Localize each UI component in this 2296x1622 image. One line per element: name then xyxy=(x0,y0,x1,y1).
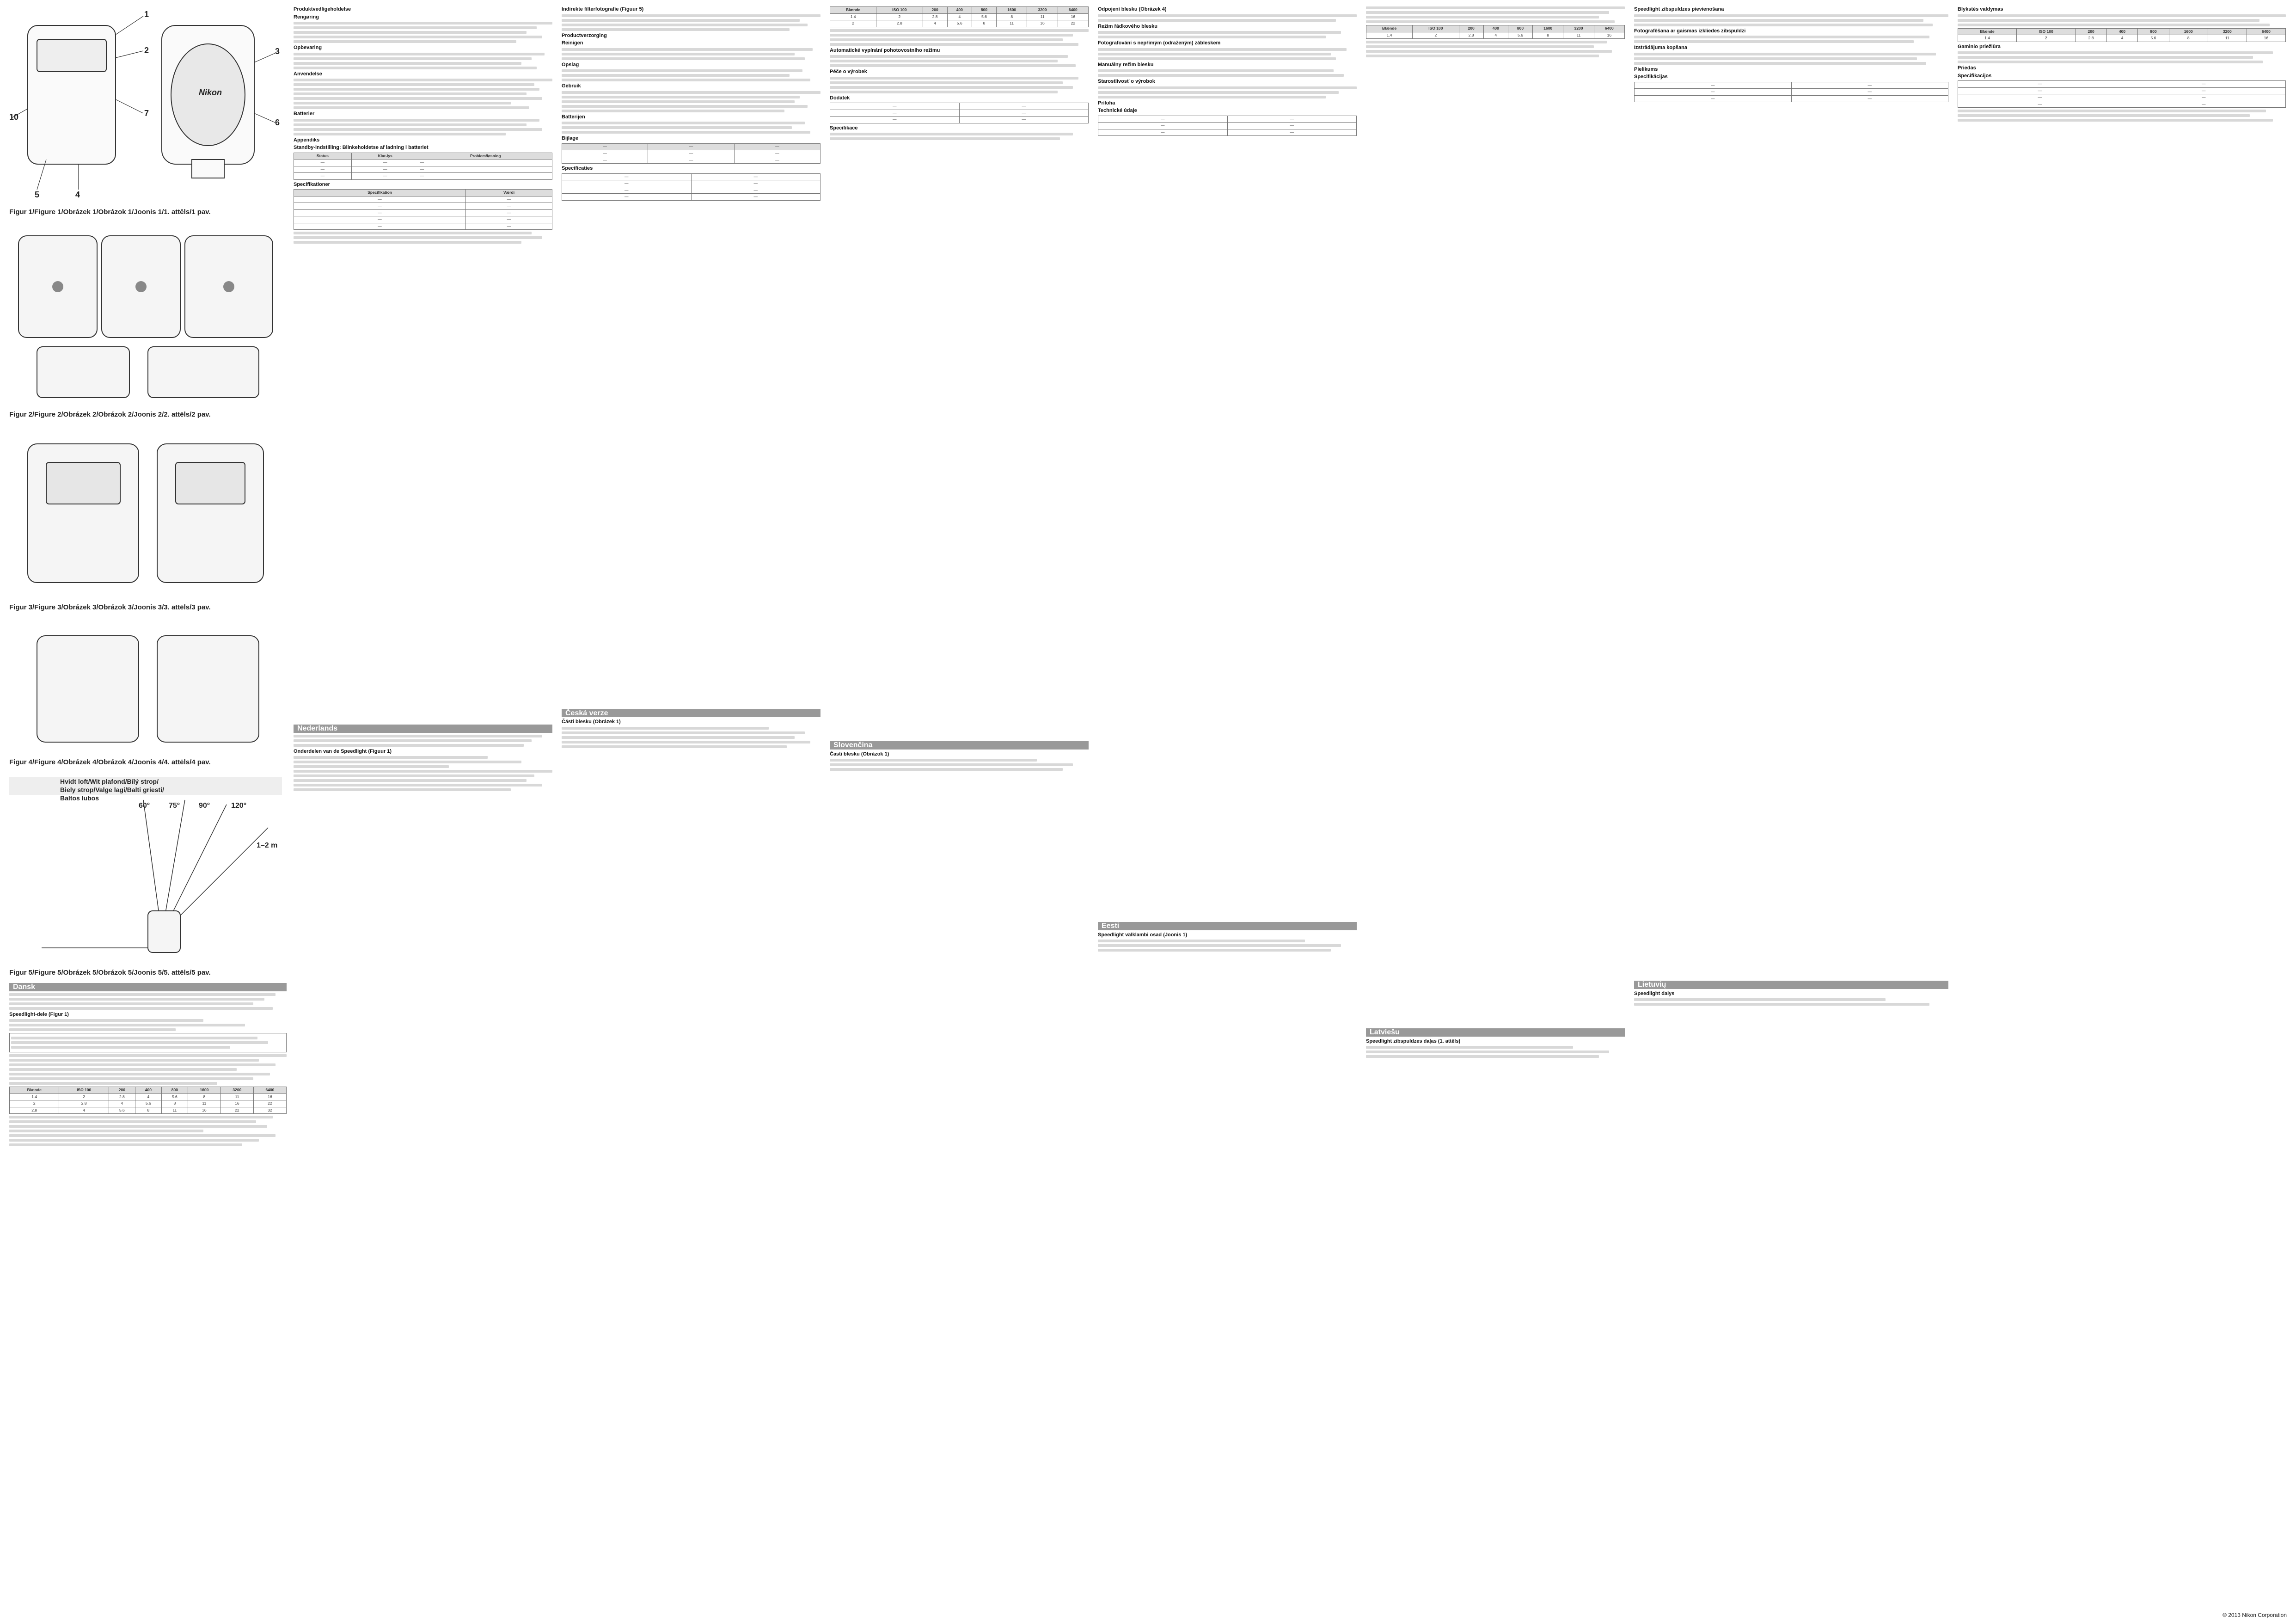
column-dansk xyxy=(9,980,287,1614)
lang-heading-dansk: Dansk xyxy=(9,983,287,991)
status-table-nl: — — — — — — — — — xyxy=(562,143,820,164)
spec-table-lv: — — — — — — xyxy=(1634,82,1948,103)
figure-4-caption: Figur 4/Figure 4/Obrázek 4/Obrázok 4/Joonis 4/4. attēls/4 pav. xyxy=(9,758,211,766)
figure-2-caption: Figur 2/Figure 2/Obrázek 2/Obrázok 2/Joonis 2/2. attēls/2 pav. xyxy=(9,411,211,418)
figure-5-caption: Figur 5/Figure 5/Obrázek 5/Obrázok 5/Joonis 5/5. attēls/5 pav. xyxy=(9,969,211,977)
guide-number-table-lt: Blænde ISO 100 200 400 800 1600 3200 6400 1.4 2 2.8 4 5.6 8 11 16 xyxy=(1958,28,2286,42)
angle-120: 120° xyxy=(231,802,247,810)
figure-2 xyxy=(9,222,282,407)
figure-1-caption: Figur 1/Figure 1/Obrázek 1/Obrázok 1/Joonis 1/1. attēls/1 pav. xyxy=(9,208,211,216)
distance-label: 1–2 m xyxy=(257,842,278,849)
guide-number-table-nl: Blænde ISO 100 200 400 800 1600 3200 6400 1.4 2 2.8 4 5.6 8 11 16 2 2.8 4 5.6 8 11 16 22 xyxy=(830,6,1089,27)
ceiling-note-line-2: Biely strop/Valge lagi/Balti griesti/ xyxy=(60,786,164,793)
column-2: Produktvedligeholdelse Rengøring Opbevaring Anvendelse Batterier Appendiks Standby-indstilling: Blinkeholdetse af ladning i batteriet Status Klar-lys Problem/løsning — — — — — — — — — Specifikationer Specifikation Værdi — — — — — — — — — — Nederlands Onderdelen van de Speedlight (Figuur 1) xyxy=(294,5,552,1618)
angle-60: 60° xyxy=(139,802,150,810)
nikon-logo-text: Nikon xyxy=(199,88,222,97)
lang-heading-latviesu: Latviešu xyxy=(1366,1028,1625,1037)
figure-5 xyxy=(9,772,282,966)
figure-3 xyxy=(9,425,282,601)
figure-1 xyxy=(9,7,282,206)
lang-heading-nederlands: Nederlands xyxy=(294,725,552,733)
angle-90: 90° xyxy=(199,802,210,810)
lang-heading-lietuviu: Lietuvių xyxy=(1634,981,1948,989)
guide-number-table-da: Blænde ISO 100 200 400 800 1600 3200 6400 1.4 2 2.8 4 5.6 8 11 16 2 2.8 4 5.6 8 11 16 22 2.8 4 5.6 8 11 16 22 32 xyxy=(9,1087,287,1114)
spec-table-da: Specifikation Værdi — — — — — — — — — — xyxy=(294,189,552,230)
ceiling-note-line-3: Baltos lubos xyxy=(60,794,99,802)
callout-5: 5 xyxy=(35,190,40,199)
lang-heading-eesti: Eesti xyxy=(1098,922,1357,930)
lang-heading-cesky: Česká verze xyxy=(562,709,820,718)
figure-3-caption: Figur 3/Figure 3/Obrázek 3/Obrázok 3/Joonis 3/3. attēls/3 pav. xyxy=(9,603,211,611)
callout-1: 1 xyxy=(144,10,149,19)
spec-table-sk: — — — — — — xyxy=(1098,116,1357,136)
ceiling-note-line-1: Hvidt loft/Wit plafond/Bílý strop/ xyxy=(60,778,159,785)
callout-4: 4 xyxy=(75,190,80,199)
section-speedlight-dele: Speedlight-dele (Figur 1) xyxy=(9,1011,69,1017)
column-3: Indirekte filterfotografie (Figuur 5) Productverzorging Reinigen Opslag Gebruik Batterijen Bijlage — — — — — — — — — Specificaties — — — — — — — — Česká verze Části blesku (Obrázek 1) xyxy=(562,5,820,1618)
callout-7: 7 xyxy=(144,109,149,118)
status-table-da: Status Klar-lys Problem/løsning — — — — — — — — — xyxy=(294,153,552,180)
column-8: Blykstės valdymas Blænde ISO 100 200 400 800 1600 3200 6400 1.4 2 2.8 4 5.6 8 11 16 Gaminio priežiūra Priedas Specifikacijos — — — — — — — — xyxy=(1958,5,2286,1618)
copyright: © 2013 Nikon Corporation xyxy=(2223,1612,2287,1618)
callout-2: 2 xyxy=(144,46,149,55)
column-5: Odpojení blesku (Obrázek 4) Režim řádkového blesku Fotografování s nepřímým (odraženým) zábleskem Manuálny režim blesku Starostlivosť o výrobok Príloha Technické údaje — — — — — — Eesti Speedlight välklambi osad (Joonis 1) xyxy=(1098,5,1357,1618)
spec-table-cs: — — — — — — xyxy=(830,103,1089,123)
spec-table-nl: — — — — — — — — xyxy=(562,173,820,201)
figure-4 xyxy=(9,617,282,756)
column-4: Blænde ISO 100 200 400 800 1600 3200 6400 1.4 2 2.8 4 5.6 8 11 16 2 2.8 4 5.6 8 11 16 22 Automatické vypínání pohotovostního režimu Péče o výrobek Dodatek — — — — — — Specifikace Slovenčina Časti blesku (Obrázok 1) xyxy=(830,5,1089,1618)
spec-table-lt: — — — — — — — — xyxy=(1958,80,2286,108)
angle-75: 75° xyxy=(169,802,180,810)
guide-number-table-et: Blænde ISO 100 200 400 800 1600 3200 6400 1.4 2 2.8 4 5.6 8 11 16 xyxy=(1366,25,1625,39)
lang-heading-slovencina: Slovenčina xyxy=(830,741,1089,750)
callout-10: 10 xyxy=(9,112,19,122)
column-7: Speedlight zibspuldzes pievienošana Fotografēšana ar gaismas izkliedes zibspuldzi Izstrādājuma kopšana Pielikums Specifikācijas — — — — — — Lietuvių Speedlight dalys xyxy=(1634,5,1948,1618)
callout-6: 6 xyxy=(275,118,280,127)
callout-3: 3 xyxy=(275,47,280,56)
column-6: Blænde ISO 100 200 400 800 1600 3200 6400 1.4 2 2.8 4 5.6 8 11 16 Latviešu Speedlight zibspuldzes daļas (1. attēls) xyxy=(1366,5,1625,1618)
